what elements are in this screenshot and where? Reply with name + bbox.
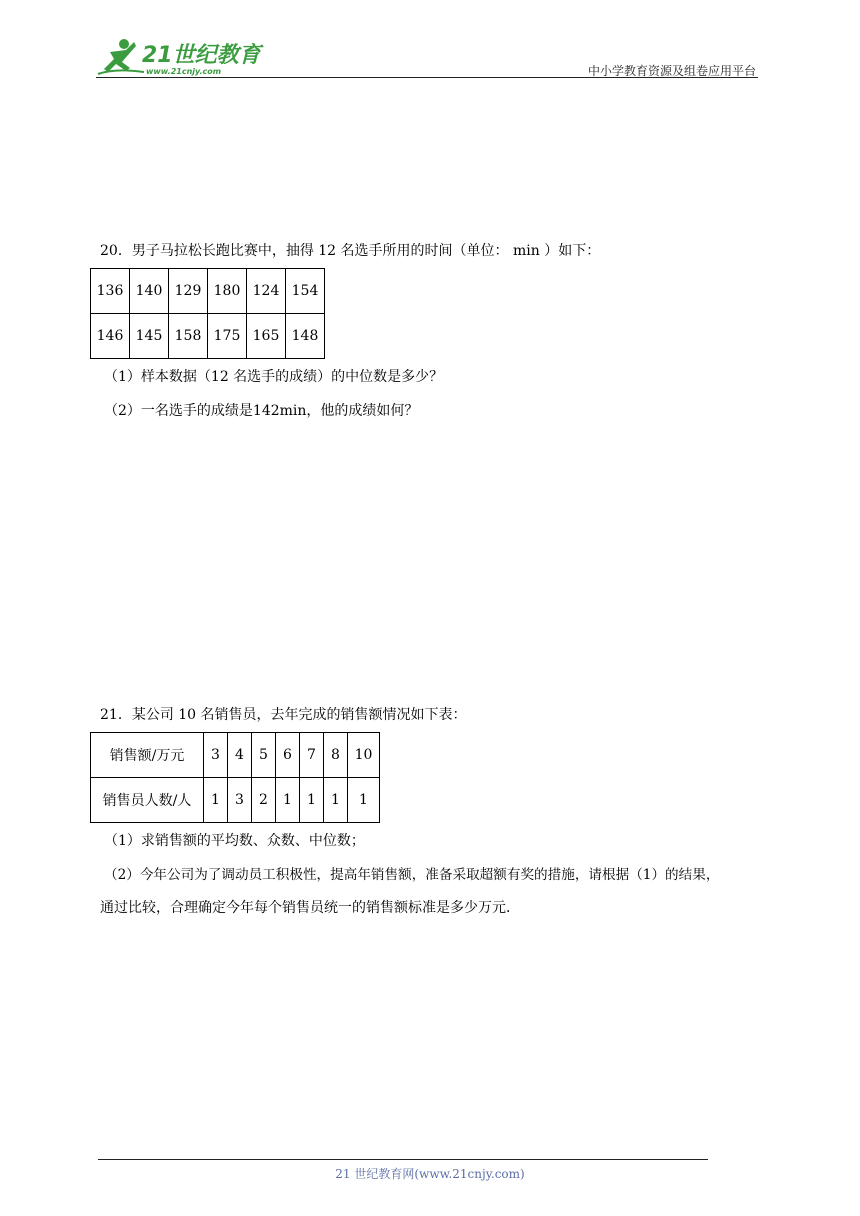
table-cell: 154	[286, 269, 325, 314]
logo-wordmark: 21世纪教育	[142, 43, 261, 68]
platform-label: 中小学教育资源及组卷应用平台	[587, 64, 756, 78]
q21-sub2-line2: 通过比较，合理确定今年每个销售员统一的销售额标准是多少万元．	[100, 900, 520, 916]
table-row	[91, 314, 325, 359]
table-cell: 2	[252, 778, 276, 823]
table-cell: 1	[348, 778, 380, 823]
q20-time-table	[90, 268, 325, 359]
table-cell: 146	[91, 314, 130, 359]
table-cell: 10	[348, 733, 380, 778]
table-cell: 3	[228, 778, 252, 823]
table-cell: 7	[300, 733, 324, 778]
table-cell: 5	[252, 733, 276, 778]
q21-sub2-line1: （2）今年公司为了调动员工积极性，提高年销售额，准备采取超额有奖的措施，请根据（1）的结果，	[104, 867, 720, 883]
21cnjy-logo	[96, 34, 266, 78]
q20-stem: 20．男子马拉松长跑比赛中，抽得 12 名选手所用的时间（单位： min ）如下：	[100, 243, 601, 259]
table-cell: 6	[276, 733, 300, 778]
table-cell: 175	[208, 314, 247, 359]
table-cell: 148	[286, 314, 325, 359]
q20-sub1: （1）样本数据（12 名选手的成绩）的中位数是多少？	[104, 369, 444, 385]
logo-url: www.21cnjy.com	[146, 67, 222, 76]
q21-sales-table	[90, 732, 380, 823]
table-cell: 165	[247, 314, 286, 359]
table-cell: 1	[300, 778, 324, 823]
footer-text: 21 世纪教育网(www.21cnjy.com)	[335, 1167, 525, 1181]
q21-sub1: （1）求销售额的平均数、众数、中位数；	[104, 833, 365, 849]
q21-stem: 21．某公司 10 名销售员，去年完成的销售额情况如下表：	[100, 707, 467, 723]
table-cell: 158	[169, 314, 208, 359]
table-cell: 8	[324, 733, 348, 778]
table-cell: 129	[169, 269, 208, 314]
table-cell: 180	[208, 269, 247, 314]
table-cell: 124	[247, 269, 286, 314]
table-cell: 140	[130, 269, 169, 314]
table-cell: 136	[91, 269, 130, 314]
table-cell: 1	[204, 778, 228, 823]
table-cell: 3	[204, 733, 228, 778]
footer-divider	[98, 1159, 708, 1160]
header-divider	[96, 77, 758, 78]
table-row-label: 销售额/万元	[91, 733, 204, 778]
table-cell: 4	[228, 733, 252, 778]
q20-sub2: （2）一名选手的成绩是142min，他的成绩如何？	[104, 403, 419, 419]
table-cell: 1	[276, 778, 300, 823]
table-cell: 145	[130, 314, 169, 359]
table-row	[91, 269, 325, 314]
table-cell: 1	[324, 778, 348, 823]
page-header	[96, 34, 756, 78]
table-row-label: 销售员人数/人	[91, 778, 204, 823]
table-row	[91, 778, 380, 823]
table-row	[91, 733, 380, 778]
